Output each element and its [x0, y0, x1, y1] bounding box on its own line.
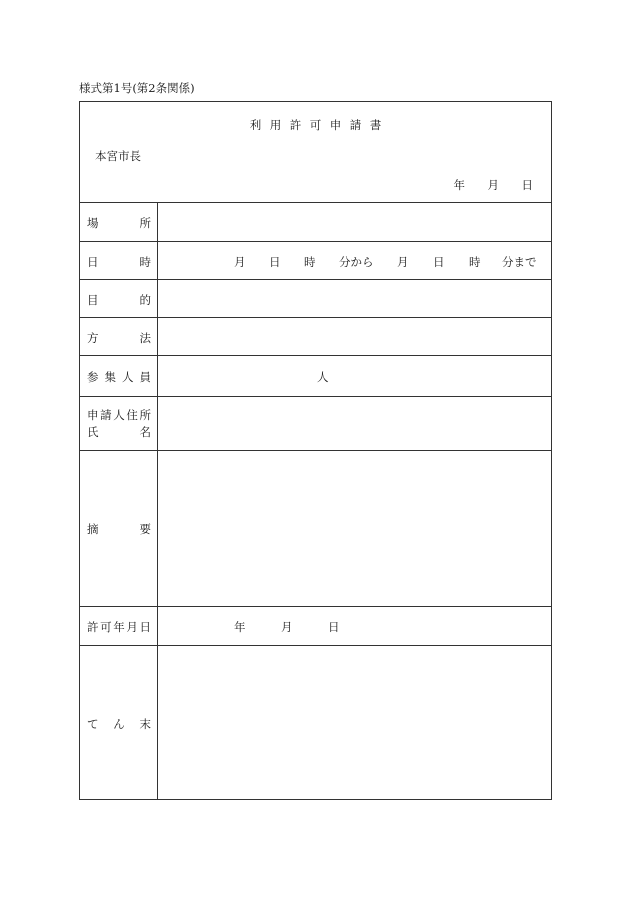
datetime-start-day: 日 [269, 255, 281, 269]
label-char: 場 [87, 216, 99, 230]
label-char: 月 [126, 620, 138, 634]
label-char: 員 [139, 370, 151, 384]
label-char: 要 [139, 522, 151, 536]
row-method [80, 318, 551, 356]
label-char: 時 [139, 255, 151, 269]
year-unit: 年 [453, 178, 465, 192]
application-form [79, 101, 552, 800]
label-char: 人 [113, 408, 125, 422]
label-char: 名 [139, 425, 151, 439]
form-number: 様式第1号(第2条関係) [79, 81, 195, 95]
datetime-end-month: 月 [397, 255, 409, 269]
label-char: 請 [100, 408, 112, 422]
row-place [80, 203, 551, 242]
title-char: 申 [329, 118, 342, 132]
datetime-end-minute: 分まで [502, 255, 537, 269]
addressee: 本宮市長 [95, 149, 141, 163]
datetime-end-day: 日 [433, 255, 445, 269]
form-header [80, 102, 551, 203]
day-unit: 日 [521, 178, 533, 192]
title-char: 利 [249, 118, 262, 132]
label-char: 人 [122, 370, 134, 384]
datetime-end-hour: 時 [469, 255, 481, 269]
attendees-unit: 人 [317, 370, 329, 384]
label-permit-date [80, 607, 158, 645]
label-outcome [80, 646, 158, 799]
label-datetime [80, 242, 158, 279]
label-char: て [87, 717, 99, 731]
label-char: 所 [139, 216, 151, 230]
label-char: 的 [139, 293, 151, 307]
row-permit-date [80, 607, 551, 646]
title-char: 可 [309, 118, 322, 132]
title-char: 請 [349, 118, 362, 132]
form-title [80, 117, 551, 133]
label-char: 所 [139, 408, 151, 422]
permit-day-unit: 日 [328, 620, 340, 634]
label-char: 方 [87, 331, 99, 345]
label-char: 日 [139, 620, 151, 634]
label-char: 集 [104, 370, 116, 384]
label-summary [80, 451, 158, 606]
label-char: 摘 [87, 522, 99, 536]
application-date [431, 177, 533, 193]
row-summary [80, 451, 551, 607]
label-place [80, 203, 158, 241]
title-char: 許 [289, 118, 302, 132]
permit-year-unit: 年 [234, 620, 246, 634]
label-attendees [80, 356, 158, 396]
label-char: 年 [113, 620, 125, 634]
label-char: ん [113, 717, 125, 731]
label-char: 住 [126, 408, 138, 422]
title-char: 用 [269, 118, 282, 132]
month-unit: 月 [487, 178, 499, 192]
permit-month-unit: 月 [281, 620, 293, 634]
label-char: 可 [100, 620, 112, 634]
label-char: 許 [87, 620, 99, 634]
label-char: 氏 [87, 425, 99, 439]
label-char: 末 [139, 717, 151, 731]
label-applicant [80, 397, 158, 450]
label-purpose [80, 280, 158, 317]
datetime-start-month: 月 [234, 255, 246, 269]
label-char: 法 [139, 331, 151, 345]
datetime-start-minute: 分から [339, 255, 374, 269]
row-outcome [80, 646, 551, 799]
row-purpose [80, 280, 551, 318]
label-char: 参 [87, 370, 99, 384]
row-datetime [80, 242, 551, 280]
row-applicant [80, 397, 551, 451]
label-method [80, 318, 158, 355]
title-char: 書 [369, 118, 382, 132]
label-char: 申 [87, 408, 99, 422]
label-char: 目 [87, 293, 99, 307]
datetime-start-hour: 時 [304, 255, 316, 269]
label-char: 日 [87, 255, 99, 269]
row-attendees [80, 356, 551, 397]
